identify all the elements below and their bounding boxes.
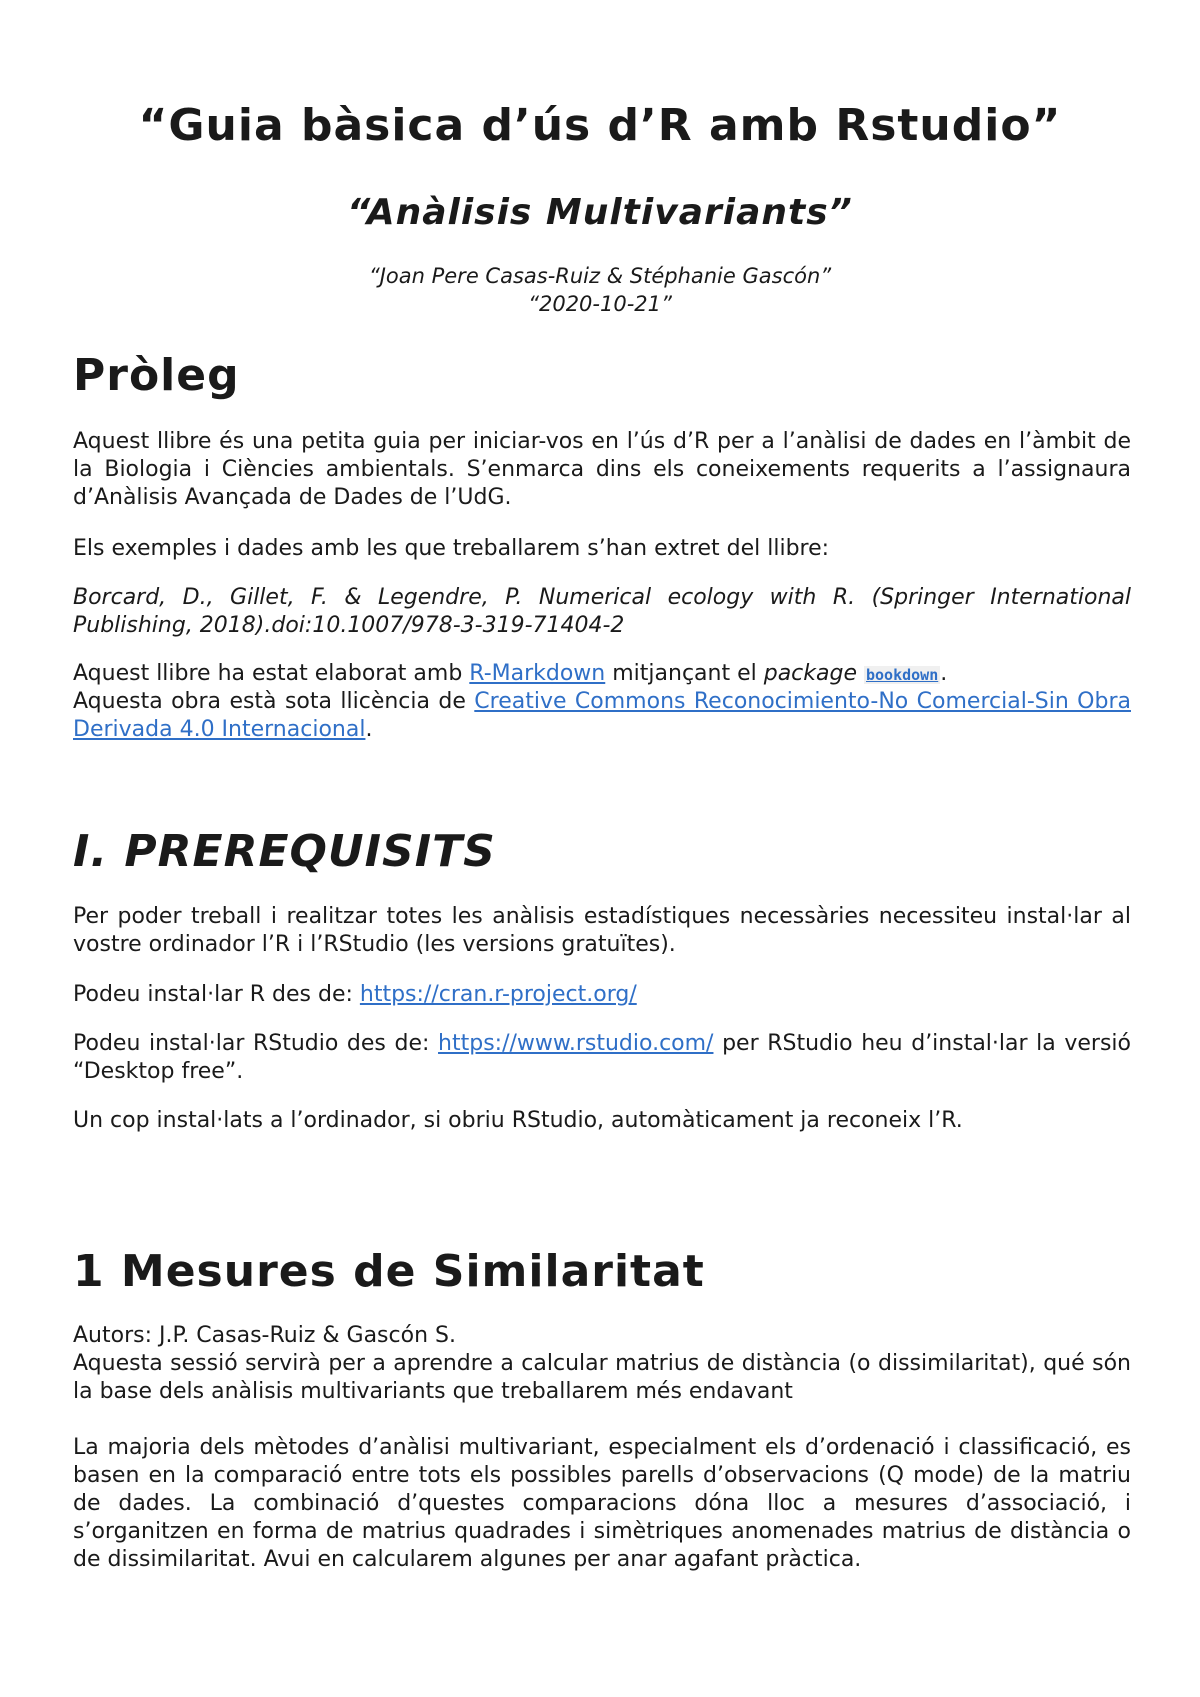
similaritat-authors: Autors: J.P. Casas-Ruiz & Gascón S. [73,1323,456,1348]
section-heading-proleg: Pròleg [73,350,240,401]
prereq-paragraph-2 [73,981,1131,1009]
rstudio-link[interactable]: https://www.rstudio.com/ [438,1031,714,1056]
similaritat-paragraph-1: Aquesta sessió servirà per a aprendre a calcular matrius de distància (o dissimilaritat), qué són la base dels anàlisis multivariants que treballarem més endavant [73,1351,1131,1404]
proleg-paragraph-4 [73,688,1131,744]
proleg-citation: Borcard, D., Gillet, F. & Legendre, P. Numerical ecology with R. (Springer International Publishing, 2018).doi:10.1007/978-3-319-71404-2 [73,585,1131,638]
document-title: “Guia bàsica d’ús d’R amb Rstudio” [138,100,1062,151]
document-date: “2020-10-21” [528,292,672,316]
p4-text-end: . [365,717,373,742]
prereq-p3-text-end: per RStudio heu d’instal·lar la versió “Desktop free”. [73,1031,1131,1084]
prereq-p2-text: Podeu instal·lar R des de: [73,982,360,1007]
p3-text-mid: mitjançant el [605,661,764,686]
prereq-p3-text: Podeu instal·lar RStudio des de: [73,1031,439,1056]
p3-text: Aquest llibre ha estat elaborat amb [73,661,470,686]
section-heading-prerequisits: I. PREREQUISITS [73,826,496,877]
p3-text-end: . [940,661,948,686]
document-subtitle: “Anàlisis Multivariants” [347,192,853,233]
similaritat-paragraph-2: La majoria dels mètodes d’anàlisi multivariant, especialment els d’ordenació i classificació, es basen en la comparació entre tots els possibles parells d’observacions (Q mode) de la matriu de dades. La combinació d’questes comparacions dóna lloc a mesures d’associació, i s’organitzen en forma de matrius quadrades i simètriques anomenades matrius de distància o de dissimilaritat. Avui en calcularem algunes per anar agafant pràctica. [73,1435,1131,1572]
p4-text: Aquesta obra està sota llicència de [73,689,475,714]
package-word: package [763,661,857,686]
cran-link[interactable]: https://cran.r-project.org/ [359,982,637,1007]
prereq-paragraph-3 [73,1030,1131,1086]
proleg-paragraph-1: Aquest llibre és una petita guia per iniciar-vos en l’ús d’R per a l’anàlisi de dades en l’àmbit de la Biologia i Ciències ambientals. S’enmarca dins els coneixements requerits a l’assignaura d’Anàlisis Avançada de Dades de l’UdG. [73,429,1131,510]
prereq-paragraph-4: Un cop instal·lats a l’ordinador, si obriu RStudio, automàticament ja reconeix l’R. [73,1108,963,1133]
proleg-paragraph-3 [73,660,1131,689]
proleg-paragraph-2: Els exemples i dades amb les que treballarem s’han extret del llibre: [73,536,830,561]
prereq-paragraph-1: Per poder treball i realitzar totes les anàlisis estadístiques necessàries necessiteu instal·lar al vostre ordinador l’R i l’RStudio (les versions gratuïtes). [73,904,1131,957]
creative-commons-link[interactable]: Creative Commons Reconocimiento-No Comercial-Sin Obra Derivada 4.0 Internacional [73,689,1131,742]
section-heading-similaritat: 1 Mesures de Similaritat [73,1246,705,1297]
bookdown-link[interactable]: bookdown [866,666,939,684]
r-markdown-link[interactable]: R-Markdown [469,661,606,686]
document-authors: “Joan Pere Casas-Ruiz & Stéphanie Gascón” [368,264,832,288]
